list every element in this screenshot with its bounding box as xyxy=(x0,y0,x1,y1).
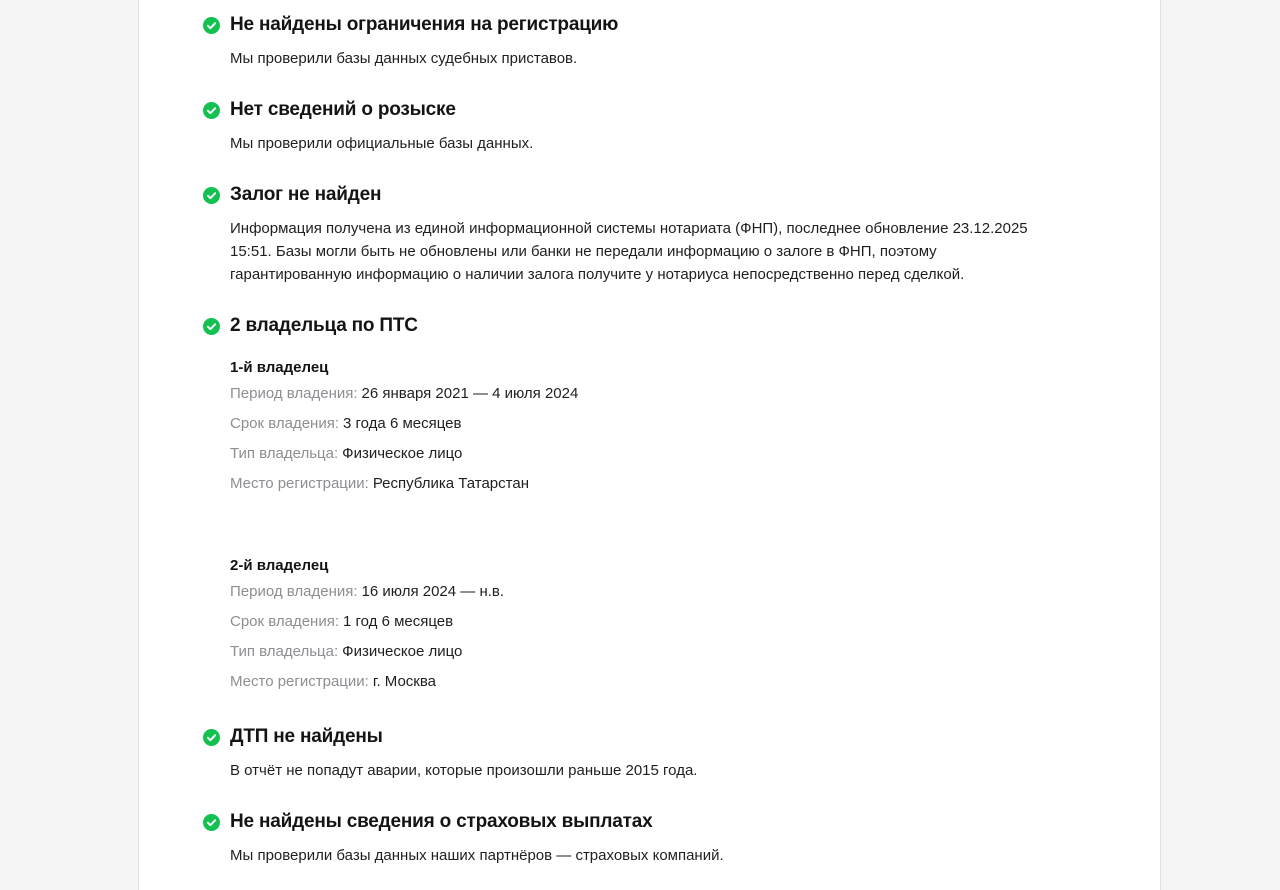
check-circle-icon xyxy=(203,814,220,831)
check-circle-icon xyxy=(203,187,220,204)
section-description: Информация получена из единой информационной системы нотариата (ФНП), последнее обновление 23.12.2025 15:51. Базы могли быть не обновлены или банки не передали информацию о залоге в ФНП, поэтому гарантированную информацию о наличии залога получите у нотариуса непосредственно перед сделкой. xyxy=(230,220,1028,283)
section-title: 2 владельца по ПТС xyxy=(230,315,418,336)
row-value: г. Москва xyxy=(372,673,437,690)
row-value: Физическое лицо xyxy=(342,445,463,462)
section-description: В отчёт не попадут аварии, которые произошли раньше 2015 года. xyxy=(230,762,698,779)
section-insurance-payouts xyxy=(203,810,1100,867)
section-header xyxy=(203,98,1100,122)
section-description: Мы проверили базы данных судебных приставов. xyxy=(230,50,578,67)
owner-title: 2-й владелец xyxy=(230,557,329,574)
section-header xyxy=(203,13,1100,37)
owner-row-ownership-duration xyxy=(230,607,1100,637)
section-description: Мы проверили официальные базы данных. xyxy=(230,135,534,152)
row-label: Место регистрации: xyxy=(230,673,369,690)
section-registration-restrictions xyxy=(203,13,1100,70)
section-header xyxy=(203,725,1100,749)
section-owners xyxy=(203,314,1100,697)
row-label: Тип владельца: xyxy=(230,643,339,660)
owner-row-owner-type xyxy=(230,637,1100,667)
check-circle-icon xyxy=(203,318,220,335)
row-value: Республика Татарстан xyxy=(372,475,529,492)
section-header xyxy=(203,810,1100,834)
section-title: Не найдены ограничения на регистрацию xyxy=(230,14,619,35)
row-value: 1 год 6 месяцев xyxy=(343,613,454,630)
owners-list xyxy=(230,356,1100,697)
row-value: 3 года 6 месяцев xyxy=(343,415,462,432)
section-header xyxy=(203,183,1100,207)
check-circle-icon xyxy=(203,17,220,34)
owner-row-registration-place xyxy=(230,667,1100,697)
row-value: Физическое лицо xyxy=(342,643,463,660)
check-circle-icon xyxy=(203,729,220,746)
owner-row-ownership-period xyxy=(230,577,1100,607)
section-pledge xyxy=(203,183,1100,286)
section-header xyxy=(203,314,1100,338)
section-title: Залог не найден xyxy=(230,184,382,205)
owner-row-owner-type xyxy=(230,439,1100,469)
row-label: Тип владельца: xyxy=(230,445,339,462)
report-card xyxy=(138,0,1161,890)
row-value: 26 января 2021 — 4 июля 2024 xyxy=(361,385,579,402)
row-label: Период владения: xyxy=(230,385,358,402)
owner-title: 1-й владелец xyxy=(230,359,329,376)
section-accidents xyxy=(203,725,1100,782)
owner-block-2 xyxy=(230,554,1100,697)
row-label: Период владения: xyxy=(230,583,358,600)
section-description: Мы проверили базы данных наших партнёров — страховых компаний. xyxy=(230,847,724,864)
owner-row-registration-place xyxy=(230,469,1100,499)
section-title: Не найдены сведения о страховых выплатах xyxy=(230,811,653,832)
row-label: Срок владения: xyxy=(230,415,340,432)
owner-row-ownership-duration xyxy=(230,409,1100,439)
section-wanted-status xyxy=(203,98,1100,155)
section-title: Нет сведений о розыске xyxy=(230,99,456,120)
owner-row-ownership-period xyxy=(230,379,1100,409)
row-value: 16 июля 2024 — н.в. xyxy=(361,583,505,600)
owner-block-1 xyxy=(230,356,1100,499)
check-circle-icon xyxy=(203,102,220,119)
section-title: ДТП не найдены xyxy=(230,726,383,747)
row-label: Срок владения: xyxy=(230,613,340,630)
row-label: Место регистрации: xyxy=(230,475,369,492)
